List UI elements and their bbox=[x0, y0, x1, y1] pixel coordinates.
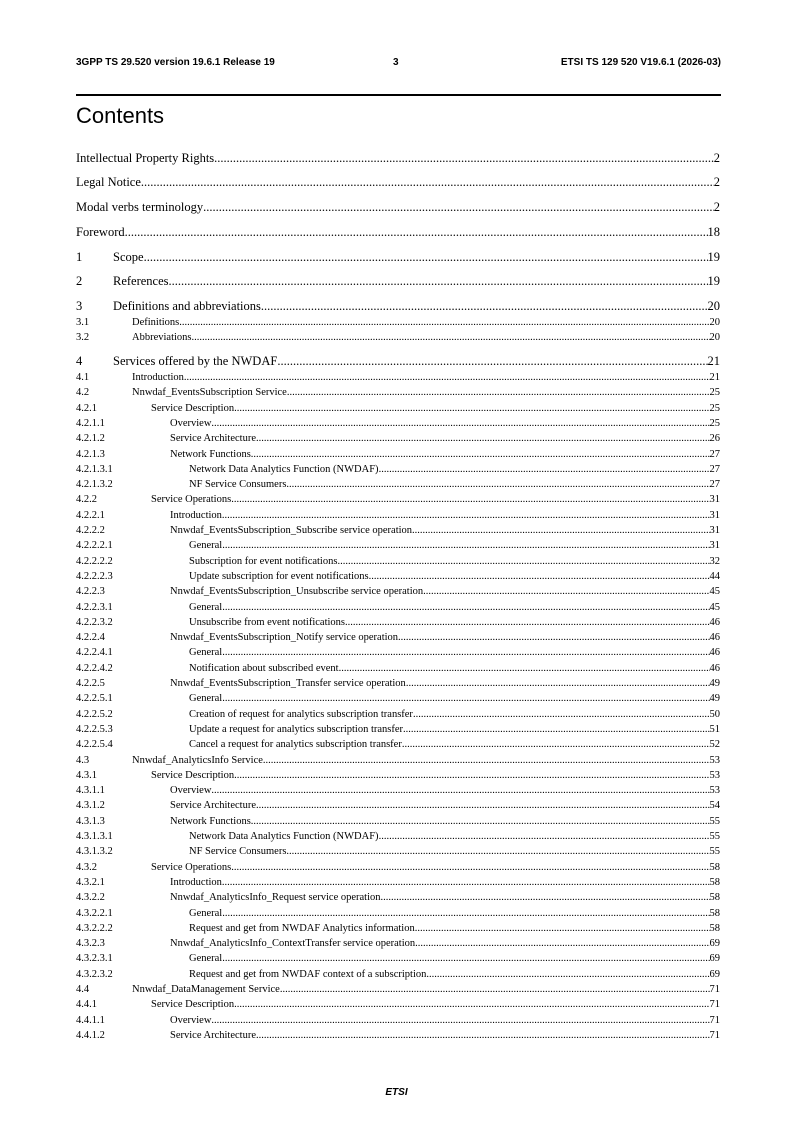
toc-entry[interactable] bbox=[76, 249, 720, 265]
toc-entry[interactable] bbox=[76, 273, 720, 289]
toc-entry-number: 3 bbox=[76, 299, 83, 313]
toc-entry-number: 4.2.1.2 bbox=[76, 433, 105, 445]
toc-entry-title: Service Architecture bbox=[170, 800, 256, 812]
toc-entry-page: 58 bbox=[709, 892, 720, 904]
toc-dot-leader bbox=[141, 174, 714, 190]
toc-entry-number: 4.2.1.3 bbox=[76, 448, 105, 460]
toc-entry[interactable] bbox=[76, 298, 720, 314]
toc-dot-leader bbox=[379, 463, 710, 476]
toc-entry[interactable] bbox=[76, 769, 720, 782]
toc-dot-leader bbox=[211, 1014, 709, 1027]
header-rule bbox=[76, 94, 721, 96]
toc-entry-page: 25 bbox=[709, 402, 720, 414]
toc-entry-page: 46 bbox=[709, 647, 720, 659]
toc-entry-page: 25 bbox=[709, 417, 720, 429]
toc-entry[interactable] bbox=[76, 738, 720, 751]
toc-entry-title: Nnwdaf_EventsSubscription_Subscribe service operation bbox=[170, 525, 413, 536]
toc-entry-page: 46 bbox=[709, 632, 720, 644]
toc-entry[interactable] bbox=[76, 937, 720, 950]
toc-entry[interactable] bbox=[76, 891, 720, 904]
toc-dot-leader bbox=[261, 298, 708, 314]
toc-entry[interactable] bbox=[76, 998, 720, 1011]
toc-entry-page: 20 bbox=[709, 332, 720, 343]
toc-entry-page: 44 bbox=[709, 570, 720, 582]
toc-entry-title: Update subscription for event notifications bbox=[189, 570, 369, 582]
toc-entry-number: 4.3.1.3 bbox=[76, 815, 105, 827]
toc-entry[interactable] bbox=[76, 331, 720, 344]
toc-entry-number: 4.2.2.5.3 bbox=[76, 723, 113, 735]
toc-dot-leader bbox=[184, 371, 710, 384]
toc-entry[interactable] bbox=[76, 952, 720, 965]
toc-entry[interactable] bbox=[76, 845, 720, 858]
toc-entry-page: 54 bbox=[709, 800, 720, 812]
toc-entry-page: 31 bbox=[709, 540, 720, 552]
toc-entry-title: NF Service Consumers bbox=[189, 479, 287, 491]
toc-dot-leader bbox=[234, 769, 709, 782]
toc-entry-number: 4.3 bbox=[76, 754, 90, 766]
page-footer: ETSI bbox=[385, 1087, 408, 1098]
toc-entry[interactable] bbox=[76, 631, 720, 644]
toc-entry-page: 53 bbox=[709, 754, 720, 766]
header-etsi-reference: ETSI TS 129 520 V19.6.1 (2026-03) bbox=[560, 57, 721, 68]
toc-entry-title: Intellectual Property Rights bbox=[76, 151, 215, 165]
toc-entry[interactable] bbox=[76, 876, 720, 889]
toc-entry[interactable] bbox=[76, 386, 720, 399]
toc-entry-title: Service Description bbox=[151, 999, 235, 1011]
toc-dot-leader bbox=[412, 524, 709, 537]
toc-entry-page: 69 bbox=[709, 953, 720, 965]
toc-entry[interactable] bbox=[76, 478, 720, 491]
toc-entry-page: 26 bbox=[709, 433, 720, 445]
toc-entry-title: Nnwdaf_AnalyticsInfo_Request service operation bbox=[170, 892, 381, 904]
toc-entry[interactable] bbox=[76, 907, 720, 920]
toc-entry-title: References bbox=[113, 274, 169, 288]
toc-entry-title: Legal Notice bbox=[76, 175, 141, 189]
toc-entry-title: Cancel a request for analytics subscription transfer bbox=[189, 739, 402, 751]
toc-entry-title: Notification about subscribed event bbox=[189, 662, 339, 674]
page-title: Contents bbox=[76, 103, 165, 128]
toc-dot-leader bbox=[231, 861, 709, 874]
toc-entry-page: 52 bbox=[709, 739, 720, 751]
toc-entry-page: 2 bbox=[713, 175, 720, 189]
toc-entry-page: 53 bbox=[709, 785, 720, 797]
toc-dot-leader bbox=[337, 555, 709, 568]
toc-entry-title: Network Functions bbox=[170, 815, 251, 827]
toc-entry[interactable] bbox=[76, 448, 720, 461]
toc-entry[interactable] bbox=[76, 723, 720, 736]
toc-entry-title: General bbox=[189, 953, 223, 965]
toc-entry-title: General bbox=[189, 693, 223, 705]
toc-entry[interactable] bbox=[76, 199, 720, 215]
toc-entry-number: 4.3.2.3 bbox=[76, 938, 105, 950]
toc-entry-number: 4.2.2.5.4 bbox=[76, 739, 113, 751]
toc-entry-number: 2 bbox=[76, 274, 83, 288]
toc-entry-title: Network Data Analytics Function (NWDAF) bbox=[189, 831, 379, 842]
toc-entry-title: NF Service Consumers bbox=[189, 846, 287, 858]
toc-entry-title: Introduction bbox=[132, 372, 184, 383]
toc-entry-title: Network Functions bbox=[170, 448, 251, 460]
toc-entry[interactable] bbox=[76, 646, 720, 659]
toc-entry-title: Scope bbox=[113, 250, 144, 264]
toc-dot-leader bbox=[222, 646, 709, 659]
toc-entry[interactable] bbox=[76, 708, 720, 721]
toc-entry-page: 18 bbox=[707, 225, 720, 239]
toc-entry-page: 51 bbox=[709, 723, 720, 735]
toc-dot-leader bbox=[277, 353, 707, 369]
toc-entry[interactable] bbox=[76, 754, 720, 767]
toc-entry-number: 4.4.1.1 bbox=[76, 1014, 105, 1026]
toc-entry-title: Overview bbox=[170, 785, 212, 797]
toc-entry-title: Nnwdaf_EventsSubscription_Notify service operation bbox=[170, 632, 399, 644]
toc-entry-number: 4.2.2.4.1 bbox=[76, 647, 113, 659]
toc-dot-leader bbox=[222, 876, 710, 889]
toc-entry-title: Creation of request for analytics subscription transfer bbox=[189, 708, 413, 720]
toc-entry-title: Service Operations bbox=[151, 861, 232, 873]
toc-entry-number: 4.2.2.3.1 bbox=[76, 601, 113, 613]
toc-entry-page: 69 bbox=[709, 968, 720, 980]
toc-entry-page: 55 bbox=[709, 831, 720, 842]
toc-entry-number: 4.3.2 bbox=[76, 861, 97, 873]
toc-entry[interactable] bbox=[76, 692, 720, 705]
toc-dot-leader bbox=[379, 830, 710, 843]
toc-entry[interactable] bbox=[76, 150, 720, 166]
toc-dot-leader bbox=[286, 845, 709, 858]
toc-dot-leader bbox=[169, 273, 708, 289]
toc-entry-page: 49 bbox=[709, 693, 720, 705]
toc-entry[interactable] bbox=[76, 493, 720, 506]
toc-entry-title: Request and get from NWDAF Analytics information bbox=[189, 922, 415, 934]
toc-entry[interactable] bbox=[76, 353, 720, 369]
toc-dot-leader bbox=[222, 952, 709, 965]
toc-entry-page: 45 bbox=[709, 601, 720, 613]
toc-entry-title: Nnwdaf_EventsSubscription_Transfer service operation bbox=[170, 678, 406, 689]
toc-entry-title: Service Description bbox=[151, 402, 235, 414]
toc-entry[interactable] bbox=[76, 662, 720, 675]
toc-dot-leader bbox=[415, 922, 710, 935]
toc-dot-leader bbox=[339, 662, 710, 675]
toc-entry[interactable] bbox=[76, 830, 720, 843]
toc-entry[interactable] bbox=[76, 1029, 720, 1042]
toc-entry-page: 55 bbox=[709, 815, 720, 827]
toc-entry-title: Unsubscribe from event notifications bbox=[189, 616, 346, 628]
toc-entry-number: 4.2.2.4.2 bbox=[76, 662, 113, 674]
toc-dot-leader bbox=[256, 799, 710, 812]
toc-dot-leader bbox=[369, 570, 710, 583]
toc-entry-page: 55 bbox=[709, 846, 720, 858]
toc-entry-number: 4.3.2.3.1 bbox=[76, 953, 113, 965]
toc-entry-number: 4.2.2.5.2 bbox=[76, 708, 113, 720]
toc-entry-number: 4.2.1.3.2 bbox=[76, 479, 113, 491]
toc-entry-number: 4.3.1 bbox=[76, 769, 97, 781]
toc-entry-title: Definitions bbox=[132, 317, 180, 328]
toc-entry-page: 21 bbox=[707, 354, 720, 368]
toc-entry-number: 4.2.2.2.3 bbox=[76, 570, 113, 582]
toc-entry-page: 46 bbox=[709, 662, 720, 674]
toc-entry-title: Nnwdaf_EventsSubscription Service bbox=[132, 387, 287, 399]
toc-entry-title: General bbox=[189, 601, 223, 613]
toc-entry-title: Nnwdaf_AnalyticsInfo_ContextTransfer service operation bbox=[170, 938, 416, 950]
toc-dot-leader bbox=[222, 539, 709, 552]
toc-dot-leader bbox=[144, 249, 708, 265]
toc-entry[interactable] bbox=[76, 1014, 720, 1027]
toc-dot-leader bbox=[179, 316, 709, 329]
toc-entry-page: 31 bbox=[709, 509, 720, 521]
toc-entry-title: Foreword bbox=[76, 225, 125, 239]
toc-entry[interactable] bbox=[76, 601, 720, 614]
toc-dot-leader bbox=[423, 585, 709, 598]
toc-entry-page: 21 bbox=[709, 372, 720, 383]
toc-entry-page: 46 bbox=[709, 616, 720, 628]
toc-entry-number: 4.2.2.2.1 bbox=[76, 540, 113, 552]
toc-dot-leader bbox=[211, 784, 709, 797]
toc-entry-number: 4.3.2.1 bbox=[76, 876, 105, 888]
toc-entry-title: Service Architecture bbox=[170, 1029, 256, 1041]
toc-dot-leader bbox=[211, 417, 709, 430]
toc-dot-leader bbox=[222, 601, 709, 614]
toc-entry[interactable] bbox=[76, 417, 720, 430]
toc-entry-title: Nnwdaf_EventsSubscription_Unsubscribe service operation bbox=[170, 586, 424, 598]
toc-entry-page: 27 bbox=[709, 479, 720, 491]
toc-entry-number: 4.2 bbox=[76, 387, 90, 399]
toc-entry-page: 58 bbox=[709, 876, 720, 888]
toc-entry[interactable] bbox=[76, 585, 720, 598]
toc-dot-leader bbox=[234, 402, 709, 415]
toc-entry-page: 31 bbox=[709, 494, 720, 506]
toc-entry-title: Services offered by the NWDAF bbox=[113, 354, 278, 368]
toc-entry-title: Overview bbox=[170, 1014, 212, 1026]
toc-dot-leader bbox=[406, 677, 710, 690]
toc-dot-leader bbox=[222, 509, 710, 522]
toc-entry-page: 49 bbox=[709, 678, 720, 689]
page-header bbox=[76, 57, 721, 71]
toc-entry-title: General bbox=[189, 540, 223, 552]
toc-entry-number: 4 bbox=[76, 354, 83, 368]
toc-entry-page: 27 bbox=[709, 448, 720, 460]
toc-entry-number: 4.2.1.1 bbox=[76, 417, 105, 429]
toc-entry-page: 19 bbox=[707, 274, 720, 288]
toc-dot-leader bbox=[403, 723, 709, 736]
toc-entry-page: 31 bbox=[709, 525, 720, 536]
toc-entry-title: Service Description bbox=[151, 769, 235, 781]
toc-entry-number: 4.3.2.2 bbox=[76, 892, 105, 904]
toc-entry-number: 4.2.2.4 bbox=[76, 632, 105, 644]
toc-entry-page: 71 bbox=[709, 1014, 720, 1026]
toc-dot-leader bbox=[234, 998, 709, 1011]
toc-entry[interactable] bbox=[76, 524, 720, 537]
toc-entry-title: Request and get from NWDAF context of a subscription bbox=[189, 968, 427, 980]
toc-entry-page: 19 bbox=[707, 250, 720, 264]
toc-entry-number: 4.2.1.3.1 bbox=[76, 463, 113, 475]
toc-dot-leader bbox=[381, 891, 710, 904]
toc-entry-number: 4.2.2.3 bbox=[76, 586, 105, 598]
toc-entry-number: 4.2.1 bbox=[76, 402, 97, 414]
toc-entry[interactable] bbox=[76, 570, 720, 583]
toc-entry-number: 4.3.1.2 bbox=[76, 800, 105, 812]
toc-dot-leader bbox=[256, 1029, 710, 1042]
toc-entry-page: 71 bbox=[709, 999, 720, 1011]
toc-entry-title: General bbox=[189, 647, 223, 659]
toc-entry-number: 4.3.1.3.2 bbox=[76, 846, 113, 858]
toc-entry-page: 2 bbox=[713, 200, 720, 214]
toc-entry[interactable] bbox=[76, 861, 720, 874]
toc-dot-leader bbox=[415, 937, 709, 950]
toc-entry[interactable] bbox=[76, 224, 720, 240]
toc-entry-number: 4.3.1.3.1 bbox=[76, 831, 113, 842]
toc-entry-title: Service Architecture bbox=[170, 433, 256, 445]
header-spec-version: 3GPP TS 29.520 version 19.6.1 Release 19 bbox=[76, 57, 275, 68]
toc-entry-title: Nnwdaf_AnalyticsInfo Service bbox=[132, 754, 263, 766]
toc-dot-leader bbox=[251, 815, 710, 828]
toc-entry-number: 4.4 bbox=[76, 984, 90, 995]
toc-entry[interactable] bbox=[76, 463, 720, 476]
toc-entry-page: 25 bbox=[709, 387, 720, 399]
header-page-number: 3 bbox=[393, 57, 399, 68]
toc-entry-number: 4.4.1.2 bbox=[76, 1029, 105, 1041]
toc-entry-number: 1 bbox=[76, 250, 83, 264]
toc-entry-number: 4.2.2.5.1 bbox=[76, 693, 113, 705]
toc-entry-number: 3.1 bbox=[76, 317, 90, 328]
toc-dot-leader bbox=[125, 224, 708, 240]
toc-entry-page: 58 bbox=[709, 907, 720, 919]
toc-entry-title: Nnwdaf_DataManagement Service bbox=[132, 984, 280, 995]
toc-entry-page: 71 bbox=[709, 984, 720, 995]
toc-dot-leader bbox=[256, 432, 710, 445]
toc-entry-number: 4.2.2.1 bbox=[76, 509, 105, 521]
toc-dot-leader bbox=[287, 386, 710, 399]
toc-entry[interactable] bbox=[76, 539, 720, 552]
toc-entry-number: 4.2.2.2.2 bbox=[76, 555, 113, 567]
toc-entry[interactable] bbox=[76, 402, 720, 415]
toc-entry[interactable] bbox=[76, 509, 720, 522]
toc-entry[interactable] bbox=[76, 555, 720, 568]
toc-entry-title: Modal verbs terminology bbox=[76, 200, 204, 214]
toc-entry-title: Abbreviations bbox=[132, 332, 192, 343]
toc-entry[interactable] bbox=[76, 815, 720, 828]
toc-entry-title: Subscription for event notifications bbox=[189, 555, 338, 567]
toc-entry-number: 4.3.2.2.2 bbox=[76, 922, 113, 934]
toc-entry-page: 32 bbox=[709, 555, 720, 567]
toc-entry-page: 58 bbox=[709, 861, 720, 873]
toc-dot-leader bbox=[413, 708, 710, 721]
toc-entry-number: 4.1 bbox=[76, 372, 90, 383]
toc-dot-leader bbox=[214, 150, 714, 166]
toc-entry-title: Definitions and abbreviations bbox=[113, 299, 261, 313]
toc-entry[interactable] bbox=[76, 968, 720, 981]
toc-entry-page: 27 bbox=[709, 463, 720, 475]
toc-dot-leader bbox=[402, 738, 710, 751]
toc-entry-number: 4.2.2.5 bbox=[76, 678, 105, 689]
toc-dot-leader bbox=[192, 331, 710, 344]
toc-entry-number: 3.2 bbox=[76, 332, 90, 343]
toc-entry-number: 4.2.2 bbox=[76, 494, 97, 506]
toc-entry[interactable] bbox=[76, 616, 720, 629]
toc-entry-page: 45 bbox=[709, 586, 720, 598]
toc-entry-page: 20 bbox=[709, 317, 720, 328]
toc-entry[interactable] bbox=[76, 316, 720, 329]
toc-dot-leader bbox=[280, 983, 710, 996]
toc-dot-leader bbox=[231, 493, 709, 506]
toc-dot-leader bbox=[251, 448, 710, 461]
toc-entry-number: 4.3.2.3.2 bbox=[76, 968, 113, 980]
toc-dot-leader bbox=[203, 199, 714, 215]
toc-dot-leader bbox=[345, 616, 709, 629]
toc-entry-title: Overview bbox=[170, 417, 212, 429]
toc-entry-page: 71 bbox=[709, 1029, 720, 1041]
toc-dot-leader bbox=[426, 968, 709, 981]
toc-entry[interactable] bbox=[76, 677, 720, 690]
toc-entry[interactable] bbox=[76, 371, 720, 384]
toc-entry[interactable] bbox=[76, 174, 720, 190]
toc-dot-leader bbox=[263, 754, 710, 767]
toc-entry-page: 69 bbox=[709, 938, 720, 950]
toc-dot-leader bbox=[286, 478, 709, 491]
toc-entry-page: 2 bbox=[713, 151, 720, 165]
toc-entry-title: Introduction bbox=[170, 509, 222, 521]
toc-entry[interactable] bbox=[76, 983, 720, 996]
toc-entry-title: Network Data Analytics Function (NWDAF) bbox=[189, 463, 379, 475]
toc-entry-page: 20 bbox=[707, 299, 720, 313]
toc-dot-leader bbox=[222, 907, 709, 920]
toc-entry-title: Introduction bbox=[170, 876, 222, 888]
toc-entry-number: 4.3.2.2.1 bbox=[76, 907, 113, 919]
toc-entry-page: 50 bbox=[709, 708, 720, 720]
toc-entry-title: Service Operations bbox=[151, 494, 232, 506]
toc-entry-page: 53 bbox=[709, 769, 720, 781]
toc-entry[interactable] bbox=[76, 784, 720, 797]
toc-entry-title: General bbox=[189, 907, 223, 919]
toc-entry-number: 4.3.1.1 bbox=[76, 785, 105, 797]
toc-dot-leader bbox=[398, 631, 709, 644]
toc-entry-page: 58 bbox=[709, 922, 720, 934]
toc-entry[interactable] bbox=[76, 432, 720, 445]
toc-entry-number: 4.4.1 bbox=[76, 999, 97, 1011]
toc-entry-number: 4.2.2.3.2 bbox=[76, 616, 113, 628]
toc-entry[interactable] bbox=[76, 922, 720, 935]
toc-entry-title: Update a request for analytics subscription transfer bbox=[189, 723, 404, 735]
toc-entry-number: 4.2.2.2 bbox=[76, 525, 105, 536]
toc-dot-leader bbox=[222, 692, 709, 705]
toc-entry[interactable] bbox=[76, 799, 720, 812]
